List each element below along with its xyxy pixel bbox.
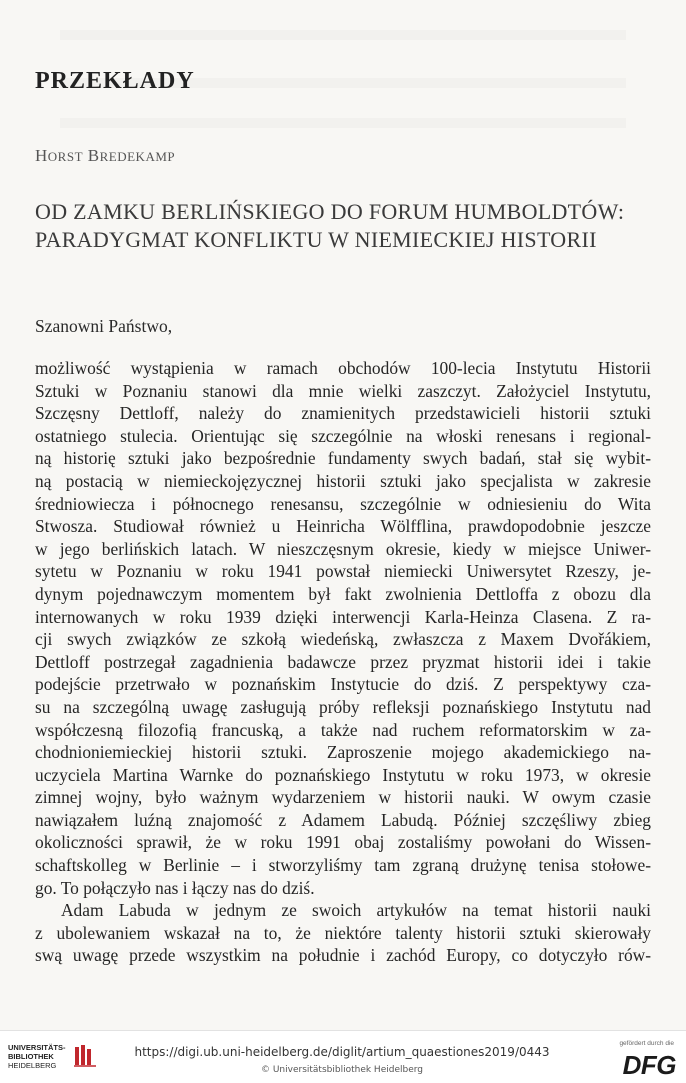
viewer-footer [0, 1030, 686, 1083]
body-line: go. To połączyło nas i łączy nas do dziś. [35, 877, 315, 898]
body-line: internowanych w roku 1939 dzięki interwencji Karla-Heinza Clasena. Z ra- [35, 606, 651, 627]
body-line: ną historię sztuki jako bezpośrednie fundamenty swych badań, stał się wybit- [35, 448, 651, 469]
library-name-line: HEIDELBERG [8, 1061, 57, 1070]
body-line: sytetu w Poznaniu w roku 1941 powstał niemiecki Uniwersytet Rzeszy, je- [35, 561, 651, 582]
body-line: su na szczególną uwagę zasługują próby refleksji poznańskiego Instytutu nad [35, 696, 651, 717]
article-title [35, 198, 655, 254]
body-line: Szczęsny Dettloff, należy do znamienitych przedstawicieli historii sztuki [35, 403, 651, 424]
copyright-notice: © Universitätsbibliothek Heidelberg [260, 1065, 423, 1075]
body-line: swą uwagę przede wszystkim na południe i zachód Europy, co dotyczyło rów- [35, 945, 651, 966]
body-line: podejście przetrwało w poznańskim Instytucie do dziś. Z perspektywy cza- [35, 674, 651, 695]
dfg-caption: gefördert durch die [619, 1040, 674, 1047]
body-line: chodnioniemieckiej historii sztuki. Zaproszenie mojego akademickiego na- [35, 742, 651, 763]
body-line: w jego berlińskich latach. W nieszczęsnym okresie, kiedy w miejsce Uniwer- [35, 538, 651, 559]
body-line: możliwość wystąpienia w ramach obchodów 100-lecia Instytutu Historii [35, 358, 651, 378]
body-line: okoliczności sprawił, że w roku 1991 obaj zostaliśmy powołani do Wissen- [35, 832, 651, 853]
article-title-line: OD ZAMKU BERLIŃSKIEGO DO FORUM HUMBOLDTÓW: [35, 199, 625, 224]
body-line: uczyciela Martina Warnke do poznańskiego Instytutu w roku 1973, w okresie [35, 764, 651, 785]
body-line: z ubolewaniem wskazał na to, że niektóre talenty historii sztuki skierowały [35, 922, 651, 943]
salutation: Szanowni Państwo, [35, 316, 173, 336]
author-name [35, 146, 175, 166]
body-line: nawiązałem luźną znajomość z Adamem Labudą. Później szczęśliwy zbieg [35, 809, 651, 830]
author-first-initial: H [35, 146, 48, 165]
library-name-line: BIBLIOTHEK [8, 1052, 54, 1061]
bleed-through-shadow [60, 118, 626, 128]
dfg-logo[interactable]: DFG [622, 1050, 676, 1080]
body-line: średniowiecza i północnego renesansu, szczególnie w odniesieniu do Wita [35, 493, 651, 514]
library-emblem-icon [72, 1043, 98, 1069]
body-line: współczesną filozofią francuską, a także nad ruchem reformatorskim w za- [35, 719, 651, 740]
body-line: Sztuki w Poznaniu stanowi dla mnie wielki zaszczyt. Założyciel Instytutu, [35, 380, 651, 401]
article-title-line: PARADYGMAT KONFLIKTU W NIEMIECKIEJ HISTORII [35, 227, 597, 252]
body-line: dynym pojednawczym momentem był fakt zwolnienia Dettloffa z obozu dla [35, 583, 651, 604]
author-last-initial: B [87, 146, 100, 165]
body-line: Stwosza. Studiował również u Heinricha Wölfflina, prawdopodobnie jeszcze [35, 516, 651, 537]
author-first-rest: ORST [47, 149, 84, 164]
body-line: cji swych związków ze szkołą wiedeńską, zwłaszcza z Maxem Dvořákiem, [35, 629, 651, 650]
section-title: PRZEKŁADY [35, 68, 195, 94]
body-text [35, 357, 651, 967]
body-line: ostatniego stulecia. Orientując się szczególnie na włoski renesans i regional- [35, 425, 651, 446]
body-line: Adam Labuda w jednym ze swoich artykułów na temat historii nauki [61, 900, 651, 921]
author-last-rest: REDEKAMP [99, 149, 176, 164]
bleed-through-shadow [60, 30, 626, 40]
permalink-url[interactable]: https://digi.ub.uni-heidelberg.de/diglit/artium_quaestiones2019/0443 [134, 1045, 550, 1059]
library-logo-text[interactable] [8, 1043, 68, 1070]
library-name-line: UNIVERSITÄTS- [8, 1043, 66, 1052]
body-line: schaftskolleg w Berlinie – i stworzyliśmy tam zgraną drużynę tenisa stołowe- [35, 855, 651, 876]
body-line: Dettloff postrzegał zagadnienia badawcze przez pryzmat historii idei i takie [35, 651, 651, 672]
body-line: zimnej wojny, było ważnym wydarzeniem w historii nauki. W owym czasie [35, 787, 651, 808]
body-line: ną postacią w niemieckojęzycznej historii sztuki jako specjalista w zakresie [35, 470, 651, 491]
